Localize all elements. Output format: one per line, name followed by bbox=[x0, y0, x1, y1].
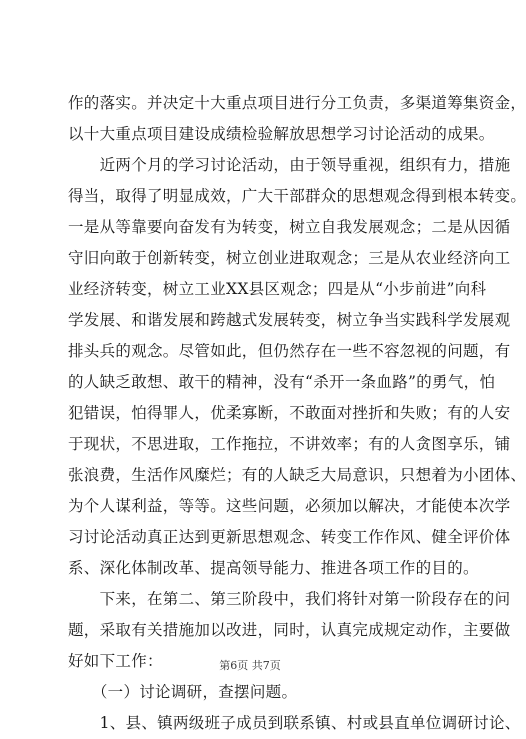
text-line: 作的落实。并决定十大重点项目进行分工负责，多渠道筹集资金， bbox=[68, 94, 526, 112]
text-line: 近两个月的学习讨论活动，由于领导重视，组织有力，措施 bbox=[68, 156, 511, 174]
section-heading: （一）讨论调研，查摆问题。 bbox=[68, 683, 298, 701]
text-line: 张浪费，生活作风糜烂；有的人缺乏大局意识，只想着为小团体、 bbox=[68, 466, 526, 484]
text-line: 为个人谋利益，等等。这些问题，必须加以解决，才能使本次学 bbox=[68, 497, 511, 515]
text-line: 犯错误，怕得罪人，优柔寡断，不敢面对挫折和失败；有的人安 bbox=[68, 404, 511, 422]
text-line: 系、深化体制改革、提高领导能力、推进各项工作的目的。 bbox=[68, 559, 479, 577]
text-line: 守旧向敢于创新转变，树立创业进取观念；三是从农业经济向工 bbox=[68, 249, 511, 267]
document-body bbox=[68, 88, 526, 739]
text-line: 以十大重点项目建设成绩检验解放思想学习讨论活动的成果。 bbox=[68, 125, 495, 143]
text-line: 习讨论活动真正达到更新思想观念、转变工作作风、健全评价体 bbox=[68, 528, 511, 546]
text-line: 的人缺乏敢想、敢干的精神，没有“杀开一条血路”的勇气，怕 bbox=[68, 373, 496, 391]
text-line: 业经济转变，树立工业XX县区观念；四是从“小步前进”向科 bbox=[68, 280, 487, 298]
text-line: 题，采取有关措施加以改进，同时，认真完成规定动作，主要做 bbox=[68, 621, 511, 639]
text-line: 于现状，不思进取，工作拖拉，不讲效率；有的人贪图享乐，铺 bbox=[68, 435, 511, 453]
text-line: 学发展、和谐发展和跨越式发展转变，树立争当实践科学发展观 bbox=[68, 311, 511, 329]
text-line: 下来，在第二、第三阶段中，我们将针对第一阶段存在的问 bbox=[68, 590, 511, 608]
text-line: 得当，取得了明显成效，广大干部群众的思想观念得到根本转变。 bbox=[68, 187, 526, 205]
text-line: 好如下工作： bbox=[68, 652, 163, 670]
text-line: 1、县、镇两级班子成员到联系镇、村或县直单位调研讨论、 bbox=[68, 714, 521, 732]
page-number-footer: 第6页 共7页 bbox=[219, 659, 281, 672]
text-line: 一是从等靠要向奋发有为转变，树立自我发展观念；二是从因循 bbox=[68, 218, 511, 236]
text-line: 排头兵的观念。尽管如此，但仍然存在一些不容忽视的问题，有 bbox=[68, 342, 511, 360]
